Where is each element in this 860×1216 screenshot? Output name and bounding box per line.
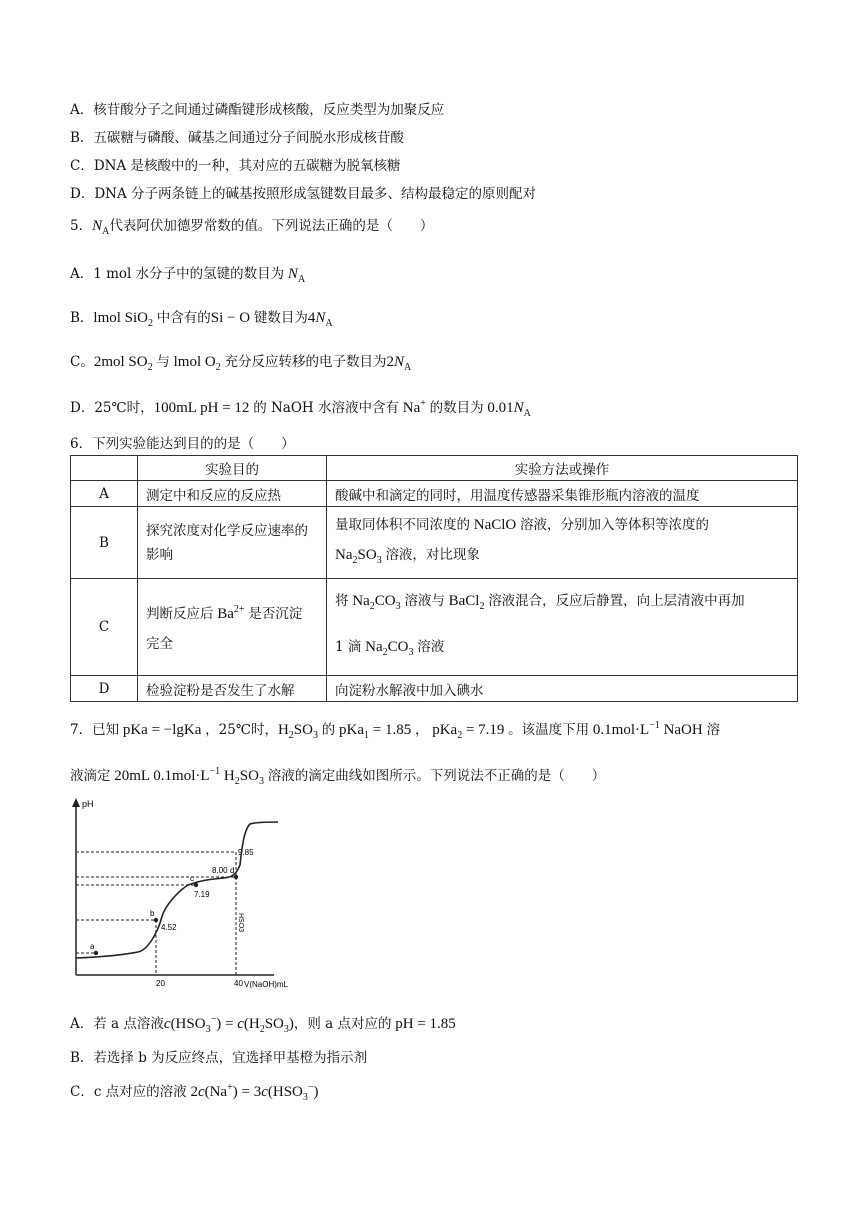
data-point (154, 918, 158, 922)
row-label: D (71, 676, 138, 702)
point-label: d (230, 866, 235, 875)
q5-option-d: D．25℃时，100mL pH = 12 的 NaOH 水溶液中含有 Na+ 的数目为 $0.01N_A$ (70, 398, 531, 419)
data-label: 8.00 (212, 866, 228, 875)
y-axis-arrow-icon (72, 798, 80, 807)
table-row (71, 676, 798, 702)
x-axis-label: V(NaOH)mL (244, 980, 289, 989)
table-header-purpose: 实验目的 (138, 456, 327, 481)
vertical-annotation: HSO3 (237, 913, 244, 933)
row-method: 酸碱中和滴定的同时，用温度传感器采集锥形瓶内溶液的温度 (327, 481, 798, 507)
q7-option-c: C．c 点对应的溶液 $2c(Na^+) = 3c(HSO_3^-)$ (70, 1082, 319, 1103)
table-row (71, 507, 798, 579)
q6-stem: 6．下列实验能达到目的的是（ ） (70, 436, 295, 452)
q7-option-b: B．若选择 b 为反应终点，宜选择甲基橙为指示剂 (70, 1050, 368, 1066)
table-header-blank (71, 456, 138, 481)
titration-chart (62, 795, 292, 990)
y-axis-label: pH (82, 799, 94, 809)
row-label: B (71, 507, 138, 579)
row-method: 将 $Na_2CO_3$ 溶液与 BaCl$_2$ 溶液混合，反应后静置，向上层清液中再加 1 滴 $Na_2CO_3$ 溶液 (327, 579, 798, 676)
titration-curve (76, 822, 278, 958)
q7-option-a: A．若 a 点溶液$c(HSO_3^-) = c(H_2SO_3)$，则 a 点对应的 pH = 1.85 (70, 1014, 456, 1035)
data-label: 9.85 (238, 848, 254, 857)
row-purpose: 检验淀粉是否发生了水解 (138, 676, 327, 702)
x-tick-label: 40 (234, 979, 243, 988)
q4-option-d: D．DNA 分子两条链上的碱基按照形成氢键数目最多、结构最稳定的原则配对 (70, 186, 536, 202)
table-row (71, 579, 798, 676)
point-label: a (90, 942, 95, 951)
q5-option-c: C。2mol $SO_2$ 与 lmol $O_2$ 充分反应转移的电子数目为$2N_A$ (70, 354, 412, 373)
row-method: 向淀粉水解液中加入碘水 (327, 676, 798, 702)
row-label: A (71, 481, 138, 507)
data-point (234, 875, 238, 879)
row-purpose: 判断反应后 $Ba^{2+}$ 是否沉淀 完全 (138, 579, 327, 676)
row-label: C (71, 579, 138, 676)
point-label: c (190, 874, 194, 883)
q7-stem-line1: 7．已知 pKa = −lgKa ，25℃时，$H_2SO_3$ 的 pKa$_1$ = 1.85 ， pKa$_2$ = 7.19 。该温度下用 $0.1mol\cdot L^{-1}$ NaOH 溶 (70, 720, 720, 741)
data-label: 7.19 (194, 890, 210, 899)
data-point (94, 951, 98, 955)
table-row (71, 481, 798, 507)
row-purpose: 测定中和反应的反应热 (138, 481, 327, 507)
row-method: 量取同体积不同浓度的 NaClO 溶液，分别加入等体积等浓度的 $Na_2SO_3$ 溶液，对比现象 (327, 507, 798, 579)
row-purpose: 探究浓度对化学反应速率的影响 (138, 507, 327, 579)
experiment-table (70, 455, 798, 702)
q5-option-b: B．lmol SiO$_2$ 中含有的Si − O 键数目为$4N_A$ (70, 310, 333, 329)
q5-option-a: A．1 mol 水分子中的氢键的数目为 $N_A$ (70, 266, 306, 285)
q4-option-a: A．核苷酸分子之间通过磷酯键形成核酸，反应类型为加聚反应 (70, 102, 445, 118)
data-label: 4.52 (161, 923, 177, 932)
q4-option-b: B．五碳糖与磷酸、碱基之间通过分子间脱水形成核苷酸 (70, 130, 404, 146)
q5-stem: 5．$N_A$代表阿伏加德罗常数的值。下列说法正确的是（ ） (70, 218, 434, 237)
point-label: b (150, 909, 155, 918)
q4-option-c: C．DNA 是核酸中的一种，其对应的五碳糖为脱氧核糖 (70, 158, 401, 174)
q7-stem-line2: 液滴定 20mL $0.1mol\cdot L^{-1}$ $H_2SO_3$ 溶液的滴定曲线如图所示。下列说法不正确的是（ ） (70, 766, 606, 787)
table-header-method: 实验方法或操作 (327, 456, 798, 481)
table-header-row (71, 456, 798, 481)
x-tick-label: 20 (156, 979, 165, 988)
